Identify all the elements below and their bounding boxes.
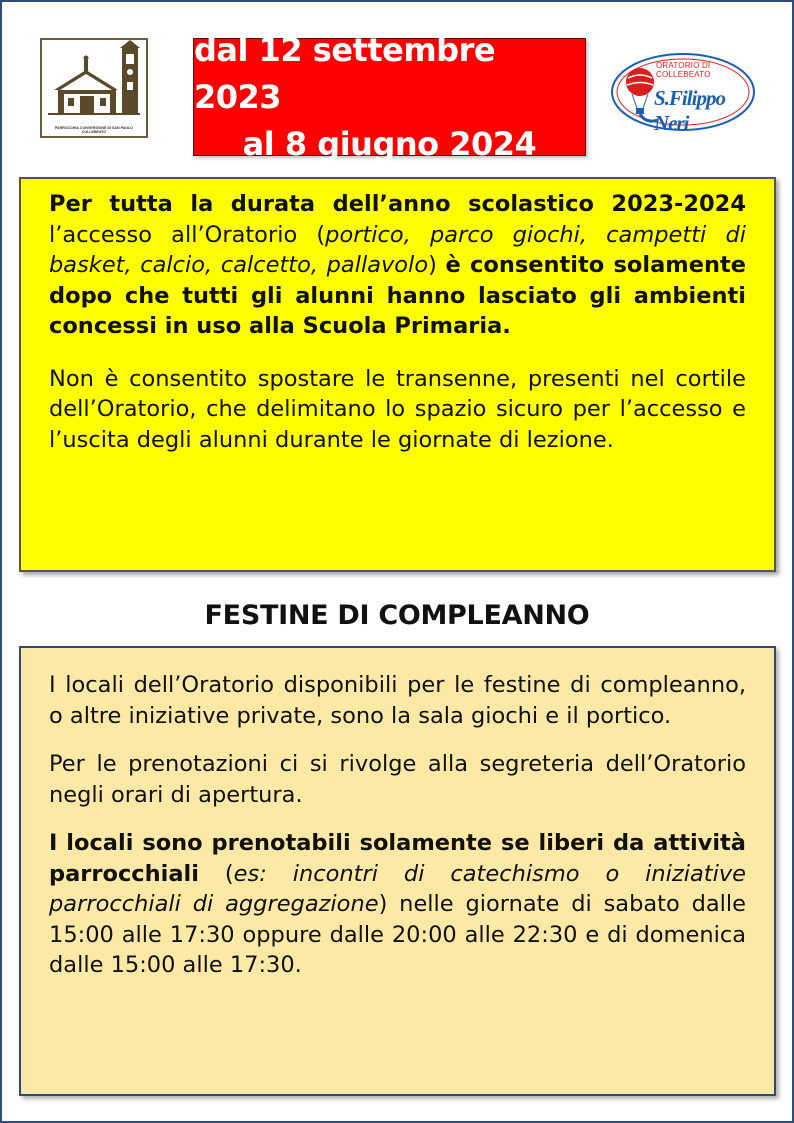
notice-paragraph-1: Per tutta la durata dell’anno scolastico 2023-2024 l’accesso all’Oratorio (portico, parco giochi, campetti di basket, calcio, calcetto, pallavolo) è consentito solamente dopo che tutti gli alunni hanno lasciato gli ambienti concessi in uso alla Scuola Primaria. bbox=[49, 191, 747, 339]
notice-paragraph-2: Non è consentito spostare le transenne, presenti nel cortile dell’Oratorio, che delimitano lo spazio sicuro per l’accesso e l’uscita degli alunni durante le giornate di lezione. bbox=[49, 365, 746, 453]
birthday-party-info bbox=[19, 646, 776, 1096]
section-title: FESTINE DI COMPLEANNO bbox=[204, 600, 590, 631]
festine-paragraph-2: Per le prenotazioni ci si rivolge alla segreteria dell’Oratorio negli orari di apertura. bbox=[49, 751, 746, 808]
oratorio-logo-name: S.Filippo Neri bbox=[654, 86, 725, 135]
parish-logo bbox=[40, 38, 148, 138]
oratorio-logo bbox=[610, 52, 756, 135]
parish-logo-caption: PARROCCHIA CONVERSIONE DI SAN PAOLO COLLEBEATO bbox=[54, 125, 134, 134]
school-access-notice bbox=[19, 177, 776, 572]
festine-paragraph-3: I locali sono prenotabili solamente se liberi da attività parrocchiali (es: incontri di catechismo o iniziative parrocchiali di aggregazione) nelle giornate di sabato dalle 15:00 alle 17:30 oppure dalle 20:00 alle 22:30 e di domenica dalle 15:00 alle 17:30. bbox=[49, 830, 746, 978]
festine-paragraph-1: I locali dell’Oratorio disponibili per le festine di compleanno, o altre iniziative private, sono la sala giochi e il portico. bbox=[49, 672, 746, 729]
date-end: al 8 giugno 2024 bbox=[242, 124, 537, 163]
date-start: dal 12 settembre 2023 bbox=[194, 30, 496, 116]
date-banner bbox=[193, 30, 586, 163]
oratorio-logo-ring-text: ORATORIO DI COLLEBEATO bbox=[656, 61, 711, 79]
church-bell-tower-icon bbox=[42, 40, 146, 136]
